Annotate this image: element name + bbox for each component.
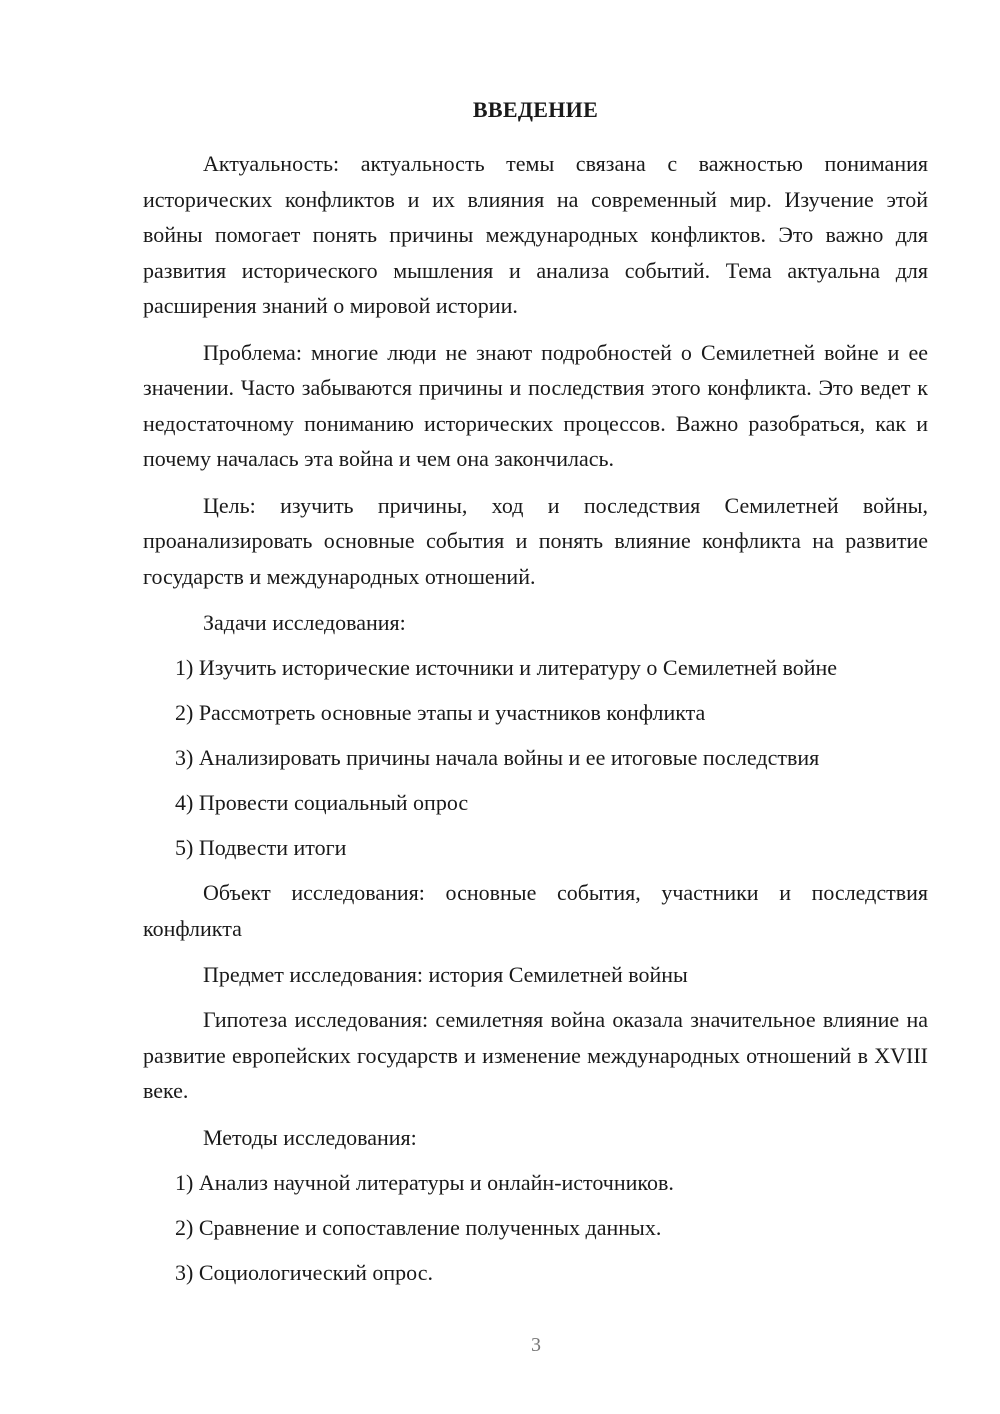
problem-paragraph: Проблема: многие люди не знают подробностей о Семилетней войне и ее значении. Часто забываются причины и последствия этого конфликта. Это ведет к недостаточному пониманию исторических процессов. Важно разобраться, как и почему началась эта война и чем она закончилась. — [143, 339, 928, 471]
document-page — [143, 96, 928, 1300]
task-item: 1) Изучить исторические источники и литературу о Семилетней войне — [175, 655, 838, 680]
tasks-label: Задачи исследования: — [203, 610, 406, 635]
task-item: 2) Рассмотреть основные этапы и участников конфликта — [175, 700, 706, 725]
method-item: 1) Анализ научной литературы и онлайн-источников. — [175, 1169, 674, 1195]
task-item: 5) Подвести итоги — [175, 835, 347, 860]
hypothesis-paragraph: Гипотеза исследования: семилетняя война оказала значительное влияние на развитие европейских государств и изменение международных отношений в XVIII веке. — [143, 1007, 928, 1103]
relevance-paragraph: Актуальность: актуальность темы связана с важностью понимания исторических конфликтов и их влияния на современный мир. Изучение этой войны помогает понять причины международных конфликтов. Это важно для развития исторического мышления и анализа событий. Тема актуальна для расширения знаний о мировой истории. — [143, 151, 928, 318]
task-item: 4) Провести социальный опрос — [175, 790, 469, 815]
goal-paragraph: Цель: изучить причины, ход и последствия Семилетней войны, проанализировать основные события и понять влияние конфликта на развитие государств и международных отношений. — [143, 492, 928, 589]
method-item: 2) Сравнение и сопоставление полученных данных. — [175, 1214, 662, 1240]
method-item: 3) Социологический опрос. — [175, 1259, 433, 1285]
methods-label: Методы исследования: — [203, 1124, 417, 1150]
task-item: 3) Анализировать причины начала войны и ее итоговые последствия — [175, 745, 820, 770]
object-paragraph: Объект исследования: основные события, участники и последствия конфликта — [143, 880, 928, 941]
page-number: 3 — [531, 1334, 541, 1356]
section-title: ВВЕДЕНИЕ — [472, 97, 599, 122]
subject-paragraph: Предмет исследования: история Семилетней войны — [203, 962, 688, 987]
